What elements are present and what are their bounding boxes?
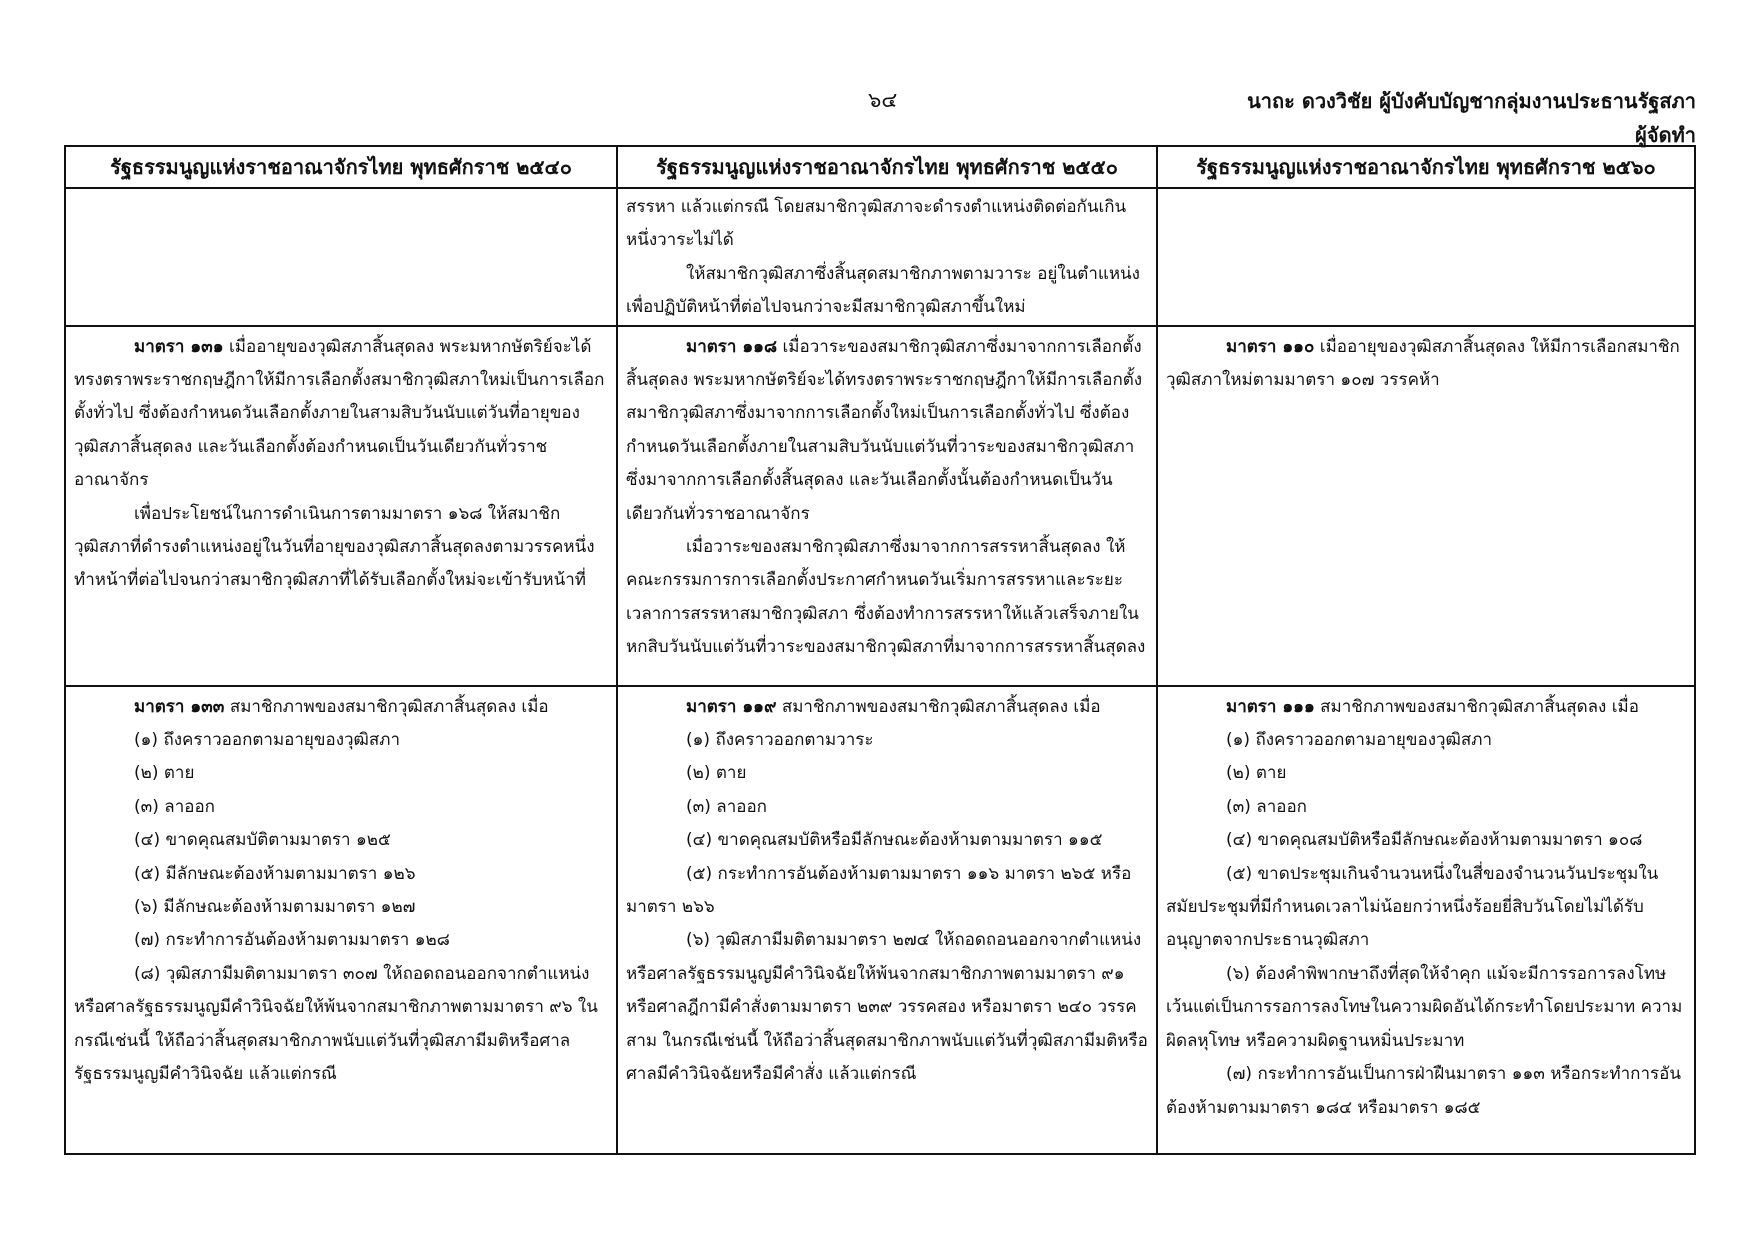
cell-2560-empty: [1157, 188, 1695, 326]
section-text: สมาชิกภาพของสมาชิกวุฒิสภาสิ้นสุดลง เมื่อ: [1314, 696, 1639, 717]
list-item: (๑) ถึงคราวออกตามอายุของวุฒิสภา: [1226, 730, 1493, 751]
list-item: (๖) วุฒิสภามีมติตามมาตรา ๒๗๔ ให้ถอดถอนออกจากตำแหน่ง หรือศาลรัฐธรรมนูญมีคำวินิจฉัยให้พ้นจากสมาชิกภาพตามมาตรา ๙๑ หรือศาลฎีกามีคำสั่งตามมาตรา ๒๓๙ วรรคสอง หรือมาตรา ๒๔๐ วรรคสาม ในกรณีเช่นนี้ ให้ถือว่าสิ้นสุดสมาชิกภาพนับแต่วันที่วุฒิสภามีมติหรือศาลมีคำวินิจฉัยหรือมีคำสั่ง แล้วแต่กรณี: [626, 930, 1148, 1085]
list-item: (๗) กระทำการอันต้องห้ามตามมาตรา ๑๒๘: [134, 930, 450, 951]
list-item: (๖) ต้องคำพิพากษาถึงที่สุดให้จำคุก แม้จะมีการรอการลงโทษ เว้นแต่เป็นการรอการลงโทษในความผิดอันได้กระทำโดยประมาท ความผิดลหุโทษ หรือความผิดฐานหมิ่นประมาท: [1166, 963, 1683, 1051]
cell-2560: [1157, 326, 1695, 686]
list-item: (๕) ขาดประชุมเกินจำนวนหนึ่งในสี่ของจำนวนวันประชุมในสมัยประชุมที่มีกำหนดเวลาไม่น้อยกว่าหนึ่งร้อยยี่สิบวันโดยไม่ได้รับอนุญาตจากประธานวุฒิสภา: [1166, 863, 1659, 951]
table-row: [65, 326, 1695, 686]
cell-2540-empty: [65, 188, 617, 326]
table-row: [65, 686, 1695, 1154]
paragraph: เพื่อประโยชน์ในการดำเนินการตามมาตรา ๑๖๘ ให้สมาชิกวุฒิสภาที่ดำรงตำแหน่งอยู่ในวันที่อายุของวุฒิสภาสิ้นสุดลงตามวรรคหนึ่ง ทำหน้าที่ต่อไปจนกว่าสมาชิกวุฒิสภาที่ได้รับเลือกตั้งใหม่จะเข้ารับหน้าที่: [74, 503, 595, 591]
cell-2550: [617, 188, 1157, 326]
paragraph: [74, 331, 608, 498]
paragraph: ให้สมาชิกวุฒิสภาซึ่งสิ้นสุดสมาชิกภาพตามวาระ อยู่ในตำแหน่งเพื่อปฏิบัติหน้าที่ต่อไปจนกว่าจะมีสมาชิกวุฒิสภาขึ้นใหม่: [626, 263, 1140, 318]
list-item: (๒) ตาย: [686, 763, 747, 784]
list-item: (๗) กระทำการอันเป็นการฝ่าฝืนมาตรา ๑๑๓ หรือกระทำการอันต้องห้ามตามมาตรา ๑๘๔ หรือมาตรา ๑๘๕: [1166, 1064, 1681, 1118]
section-label: มาตรา ๑๑๙: [686, 696, 777, 717]
list-item: (๓) ลาออก: [686, 796, 767, 817]
paragraph: [74, 691, 608, 724]
table-header-row: [65, 146, 1695, 188]
section-text: เมื่ออายุของวุฒิสภาสิ้นสุดลง ให้มีการเลือกสมาชิกวุฒิสภาใหม่ตามมาตรา ๑๐๗ วรรคห้า: [1166, 336, 1680, 391]
section-text: เมื่ออายุของวุฒิสภาสิ้นสุดลง พระมหากษัตริย์จะได้ทรงตราพระราชกฤษฎีกาให้มีการเลือกตั้งสมาชิกวุฒิสภาใหม่เป็นการเลือกตั้งทั่วไป ซึ่งต้องกำหนดวันเลือกตั้งภายในสามสิบวันนับแต่วันที่อายุของวุฒิสภาสิ้นสุดลง และวันเลือกตั้งต้องกำหนดเป็นวันเดียวกันทั่วราชอาณาจักร: [74, 336, 605, 491]
cell-2540: [65, 326, 617, 686]
column-header-2540: รัฐธรรมนูญแห่งราชอาณาจักรไทย พุทธศักราช ๒๕๔๐: [65, 146, 617, 188]
section-label: มาตรา ๑๓๓: [134, 696, 225, 717]
table-row: [65, 188, 1695, 326]
list-item: (๑) ถึงคราวออกตามวาระ: [686, 730, 874, 751]
paragraph: [1166, 331, 1686, 398]
cell-2550: [617, 326, 1157, 686]
section-text: สมาชิกภาพของสมาชิกวุฒิสภาสิ้นสุดลง เมื่อ: [224, 696, 549, 717]
paragraph: เมื่อวาระของสมาชิกวุฒิสภาซึ่งมาจากการสรรหาสิ้นสุดลง ให้คณะกรรมการการเลือกตั้งประกาศกำหนดวันเริ่มการสรรหาและระยะเวลาการสรรหาสมาชิกวุฒิสภา ซึ่งต้องทำการสรรหาให้แล้วเสร็จภายในหกสิบวันนับแต่วันที่วาระของสมาชิกวุฒิสภาที่มาจากการสรรหาสิ้นสุดลง: [626, 537, 1146, 658]
section-label: มาตรา ๑๓๑: [134, 336, 224, 357]
page-number: ๖๔: [868, 88, 898, 112]
section-text: สมาชิกภาพของสมาชิกวุฒิสภาสิ้นสุดลง เมื่อ: [776, 696, 1101, 717]
paragraph: [1166, 691, 1686, 724]
list-item: (๓) ลาออก: [1226, 796, 1307, 817]
list-item: (๖) มีลักษณะต้องห้ามตามมาตรา ๑๒๗: [134, 897, 416, 918]
section-text: เมื่อวาระของสมาชิกวุฒิสภาซึ่งมาจากการเลือกตั้งสิ้นสุดลง พระมหากษัตริย์จะได้ทรงตราพระราชกฤษฎีกาให้มีการเลือกตั้งสมาชิกวุฒิสภาซึ่งมาจากการเลือกตั้งใหม่เป็นการเลือกตั้งทั่วไป ซึ่งต้องกำหนดวันเลือกตั้งภายในสามสิบวันนับแต่วันที่วาระของสมาชิกวุฒิสภาซึ่งมาจากการเลือกตั้งสิ้นสุดลง และวันเลือกตั้งนั้นต้องกำหนดเป็นวันเดียวกันทั่วราชอาณาจักร: [626, 336, 1143, 524]
list-item: (๒) ตาย: [134, 763, 195, 784]
list-item: (๒) ตาย: [1226, 763, 1287, 784]
paragraph: [626, 691, 1148, 724]
author-title: นาถะ ดวงวิชัย ผู้บังคับบัญชากลุ่มงานประธานรัฐสภา: [1247, 89, 1696, 113]
cell-2560: [1157, 686, 1695, 1154]
list-item: (๔) ขาดคุณสมบัติตามมาตรา ๑๒๕: [134, 830, 391, 851]
cell-2540: [65, 686, 617, 1154]
section-label: มาตรา ๑๑๑: [1226, 696, 1315, 717]
column-header-2550: รัฐธรรมนูญแห่งราชอาณาจักรไทย พุทธศักราช ๒๕๕๐: [617, 146, 1157, 188]
cell-2550: [617, 686, 1157, 1154]
section-label: มาตรา ๑๑๘: [686, 336, 778, 357]
paragraph: สรรหา แล้วแต่กรณี โดยสมาชิกวุฒิสภาจะดำรงตำแหน่งติดต่อกันเกินหนึ่งวาระไม่ได้: [626, 197, 1127, 251]
list-item: (๔) ขาดคุณสมบัติหรือมีลักษณะต้องห้ามตามมาตรา ๑๐๘: [1226, 830, 1643, 851]
author-role: ผู้จัดทำ: [1635, 123, 1696, 147]
list-item: (๔) ขาดคุณสมบัติหรือมีลักษณะต้องห้ามตามมาตรา ๑๑๕: [686, 830, 1103, 851]
list-item: (๘) วุฒิสภามีมติตามมาตรา ๓๐๗ ให้ถอดถอนออกจากตำแหน่ง หรือศาลรัฐธรรมนูญมีคำวินิจฉัยให้พ้นจากสมาชิกภาพตามมาตรา ๙๖ ในกรณีเช่นนี้ ให้ถือว่าสิ้นสุดสมาชิกภาพนับแต่วันที่วุฒิสภามีมติหรือศาลรัฐธรรมนูญมีคำวินิจฉัย แล้วแต่กรณี: [74, 963, 598, 1085]
paragraph: [626, 331, 1148, 531]
column-header-2560: รัฐธรรมนูญแห่งราชอาณาจักรไทย พุทธศักราช ๒๕๖๐: [1157, 146, 1695, 188]
list-item: (๕) กระทำการอันต้องห้ามตามมาตรา ๑๑๖ มาตรา ๒๖๕ หรือมาตรา ๒๖๖: [626, 863, 1132, 918]
comparison-table: [64, 145, 1696, 1155]
list-item: (๕) มีลักษณะต้องห้ามตามมาตรา ๑๒๖: [134, 863, 416, 884]
author-block: [1247, 84, 1696, 152]
list-item: (๑) ถึงคราวออกตามอายุของวุฒิสภา: [134, 730, 401, 751]
section-label: มาตรา ๑๑๐: [1226, 336, 1315, 357]
list-item: (๓) ลาออก: [134, 796, 215, 817]
